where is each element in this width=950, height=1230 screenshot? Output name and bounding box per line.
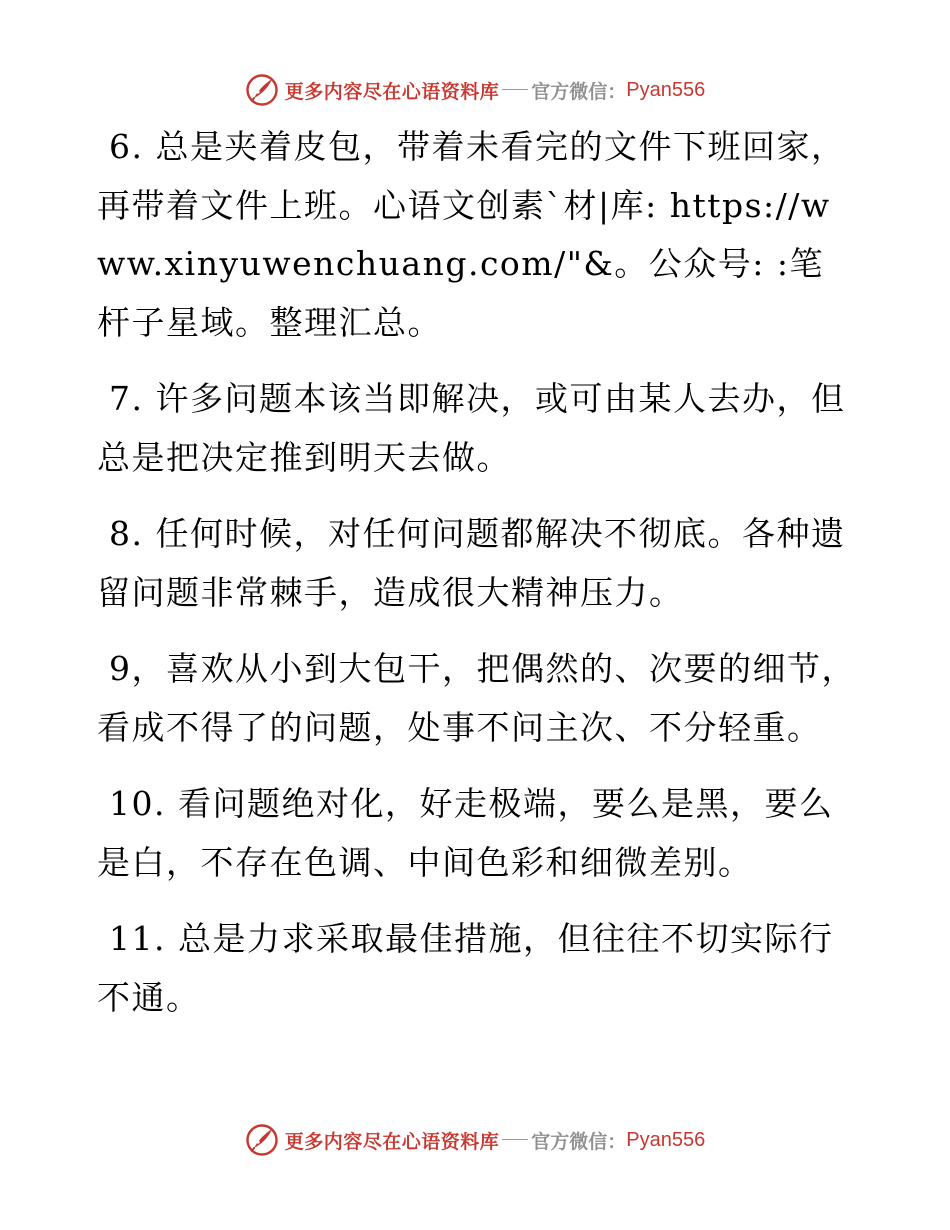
list-item-9: 9，喜欢从小到大包干，把偶然的、次要的细节，看成不得了的问题，处事不问主次、不分轻重。 [97, 649, 856, 747]
list-item-8: 8. 任何时候，对任何问题都解决不彻底。各种遗留问题非常棘手，造成很大精神压力。 [97, 514, 846, 612]
header-banner-suffix: 官方微信： [531, 80, 627, 103]
feather-pen-logo-icon [245, 1123, 279, 1157]
header-banner-handle: Pyan556 [626, 78, 706, 101]
list-item-6: 6. 总是夹着皮包，带着未看完的文件下班回家，再带着文件上班。心语文创素`材|库: https://www.xinyuwenchuang.com/"&。公众号: :笔杆子星域。整理汇总。 [97, 127, 846, 342]
footer-banner-dash [502, 1139, 528, 1140]
header-banner [0, 70, 950, 110]
header-banner-text: 更多内容尽在心语资料库 [284, 80, 500, 103]
footer-banner-handle: Pyan556 [626, 1128, 706, 1151]
list-item-11: 11. 总是力求采取最佳措施，但往往不切实际行不通。 [97, 919, 834, 1017]
list-item-7: 7. 许多问题本该当即解决，或可由某人去办，但总是把决定推到明天去做。 [97, 379, 846, 477]
footer-banner-text: 更多内容尽在心语资料库 [284, 1130, 500, 1153]
list-item-10: 10. 看问题绝对化，好走极端，要么是黑，要么是白，不存在色调、中间色彩和细微差别。 [97, 784, 834, 882]
document-body [97, 118, 857, 1045]
footer-banner-suffix: 官方微信： [531, 1130, 627, 1153]
footer-banner [0, 1120, 950, 1160]
feather-pen-logo-icon [245, 73, 279, 107]
header-banner-dash [502, 89, 528, 90]
